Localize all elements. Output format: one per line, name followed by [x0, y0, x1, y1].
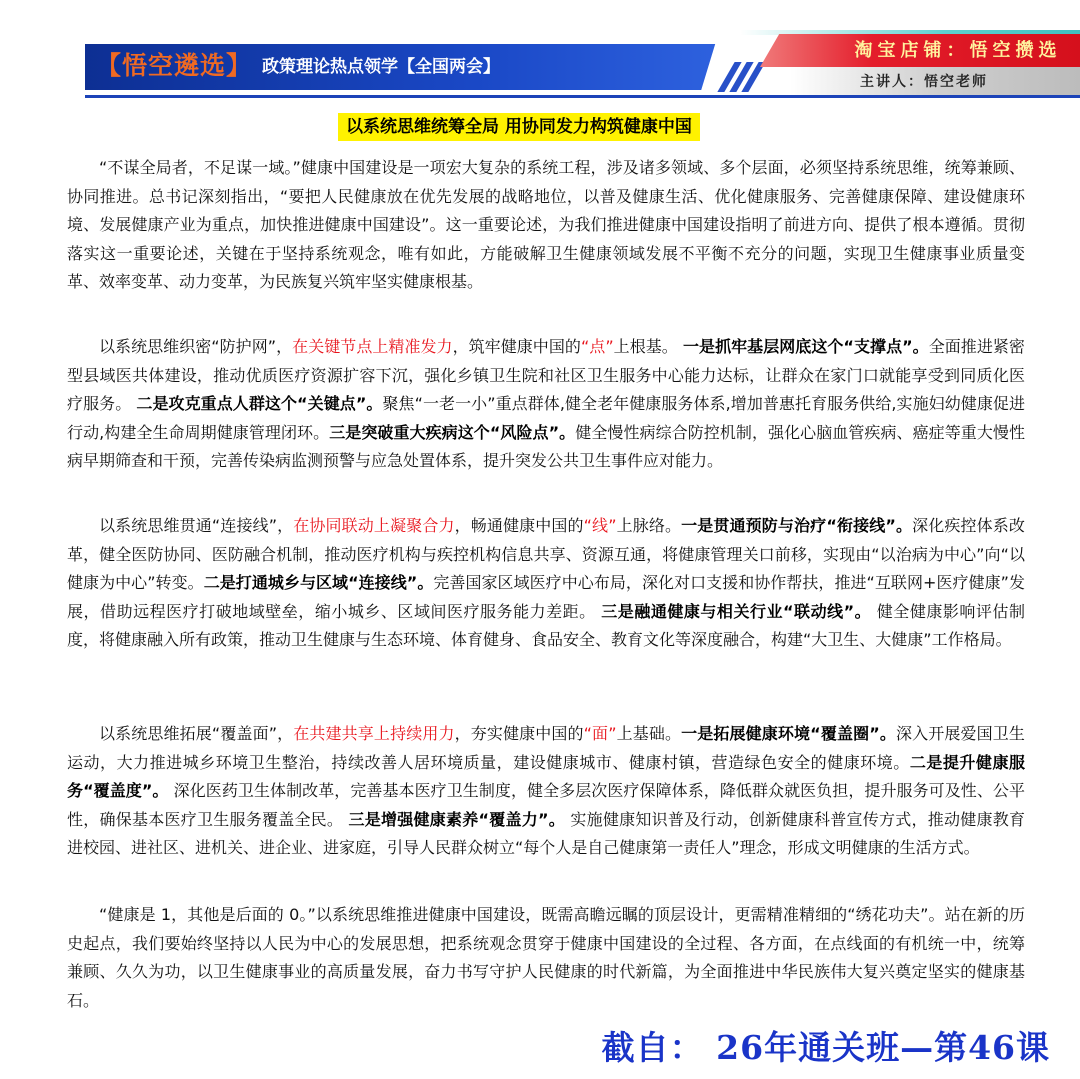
- paragraph-conclusion: “健康是 1，其他是后面的 0。”以系统思维推进健康中国建设，既需高瞻远瞩的顶层设计，更需精准精细的“绣花功夫”。站在新的历史起点，我们要始终坚持以人民为中心的发展思想，把系统观念贯穿于健康中国建设的全过程、各方面，在点线面的有机统一中，统筹兼顾、久久为功，以卫生健康事业的高质量发展，奋力书写守护人民健康的时代新篇，为全面推进中华民族伟大复兴奠定坚实的健康基石。: [67, 905, 1025, 1010]
- body-text: 健全健康影响评估制度，将健康融入所有政策，推动卫生健康与生态环境、体育健身、食品安全、教育文化等深度融合，构建“大卫生、大健康”工作格局。: [67, 601, 1025, 650]
- header-banner: [0, 0, 1080, 110]
- body-text: 健全慢性病综合防控机制，强化心脑血管疾病、癌症等重大慢性病早期筛查和干预，完善传染病监测预警与应急处置体系，提升突发公共卫生事件应对能力。: [67, 422, 1025, 471]
- header-subtitle: 政策理论热点领学【全国两会】: [262, 57, 500, 77]
- body-text: 实施健康知识普及行动，创新健康科普宣传方式，推动健康教育进校园、进社区、进机关、进企业、进家庭，引导人民群众树立“每个人是自己健康第一责任人”理念，形成文明健康的生活方式。: [67, 809, 1025, 858]
- paragraph-intro: “不谋全局者，不足谋一域。”健康中国建设是一项宏大复杂的系统工程，涉及诸多领域、多个层面，必须坚持系统思维，统筹兼顾、协同推进。总书记深刻指出，“要把人民健康放在优先发展的战略地位，以普及健康生活、优化健康服务、完善健康保障、建设健康环境、发展健康产业为重点，加快推进健康中国建设”。这一重要论述，为我们推进健康中国建设指明了前进方向、提供了根本遵循。贯彻落实这一重要论述，关键在于坚持系统观念，唯有如此，方能破解卫生健康领域发展不平衡不充分的问题，实现卫生健康事业质量变革、效率变革、动力变革，为民族复兴筑牢坚实健康根基。: [67, 158, 1025, 292]
- lead-text: 上基础。: [616, 724, 682, 743]
- article-title: 以系统思维统筹全局 用协同发力构筑健康中国: [338, 113, 700, 141]
- body-text: 深化医药卫生体制改革，完善基本医疗卫生制度，健全多层次医疗保障体系，降低群众就医负担，提升服务可及性、公平性，确保基本医疗卫生服务覆盖全民。: [67, 781, 1025, 829]
- speaker-name: 主讲人：悟空老师: [860, 74, 988, 90]
- lead-text: ，筑牢健康中国的: [452, 337, 581, 356]
- paragraph-lines: [67, 512, 1025, 655]
- lead-text: 以系统思维拓展“覆盖面”，: [99, 724, 294, 743]
- lead-text: 以系统思维织密“防护网”，: [99, 337, 293, 356]
- brand-logo: 【悟空遴选】: [96, 51, 253, 80]
- bold-point-2: 二是打通城乡与区域“连接线”。: [203, 573, 434, 593]
- bold-point-3: 三是突破重大疾病这个“风险点”。: [329, 422, 576, 442]
- bold-point-1: 一是贯通预防与治疗“衔接线”。: [681, 516, 913, 535]
- body-text: 全面推进紧密型县域医共体建设，推动优质医疗资源扩容下沉，强化乡镇卫生院和社区卫生服务中心能力达标，让群众在家门口就能享受到同质化医疗服务。: [67, 337, 1025, 414]
- paragraph-coverage: [67, 720, 1025, 863]
- red-highlight: 在协同联动上凝聚合力: [293, 516, 455, 535]
- shop-name: 淘宝店铺：悟空攒选: [854, 40, 1062, 61]
- bold-point-2: 二是攻克重点人群这个“关键点”。: [136, 394, 383, 414]
- paragraph-points: [67, 333, 1025, 476]
- header-underline: [85, 95, 1080, 98]
- decorative-stripes-icon: [722, 62, 762, 92]
- bold-point-2: 二是提升健康服务“覆盖度”。: [67, 752, 1025, 801]
- red-keyword: “面”: [583, 724, 617, 743]
- lead-text: 以系统思维贯通“连接线”，: [99, 516, 294, 535]
- lead-text: ，夯实健康中国的: [454, 724, 584, 743]
- bold-point-3: 三是融通健康与相关行业“联动线”。: [601, 601, 872, 621]
- lead-text: 上脉络。: [616, 516, 682, 535]
- red-highlight: 在共建共享上持续用力: [293, 724, 455, 743]
- body-text: 完善国家区域医疗中心布局，深化对口支援和协作帮扶，推进“互联网+医疗健康”发展，借助远程医疗打破地域壁垒，缩小城乡、区域间医疗服务能力差距。: [67, 573, 1025, 621]
- bold-point-3: 三是增强健康素养“覆盖力”。: [348, 809, 566, 829]
- lead-text: ，畅通健康中国的: [454, 516, 584, 535]
- red-keyword: “点”: [580, 337, 614, 356]
- body-text: 深化疾控体系改革，健全医防协同、医防融合机制，推动医疗机构与疾控机构信息共享、资源互通，将健康管理关口前移，实现由“以治病为中心”向“以健康为中心”转变。: [67, 516, 1025, 593]
- body-text: 聚焦“一老一小”重点群体,健全老年健康服务体系,增加普惠托育服务供给,实施妇幼健康促进行动,构建全生命周期健康管理闭环。: [67, 394, 1025, 442]
- red-keyword: “线”: [583, 516, 617, 535]
- bold-point-1: 一是拓展健康环境“覆盖圈”。: [681, 724, 896, 743]
- red-highlight: 在关键节点上精准发力: [292, 337, 453, 356]
- body-text: 深入开展爱国卫生运动，大力推进城乡环境卫生整治，持续改善人居环境质量，建设健康城市、健康村镇，营造绿色安全的健康环境。: [67, 724, 1025, 772]
- bold-point-1: 一是抓牢基层网底这个“支撑点”。: [682, 337, 929, 356]
- course-footer: 截自： 26年通关班—第46课: [601, 1028, 1050, 1067]
- lead-text: 上根基。: [613, 337, 678, 356]
